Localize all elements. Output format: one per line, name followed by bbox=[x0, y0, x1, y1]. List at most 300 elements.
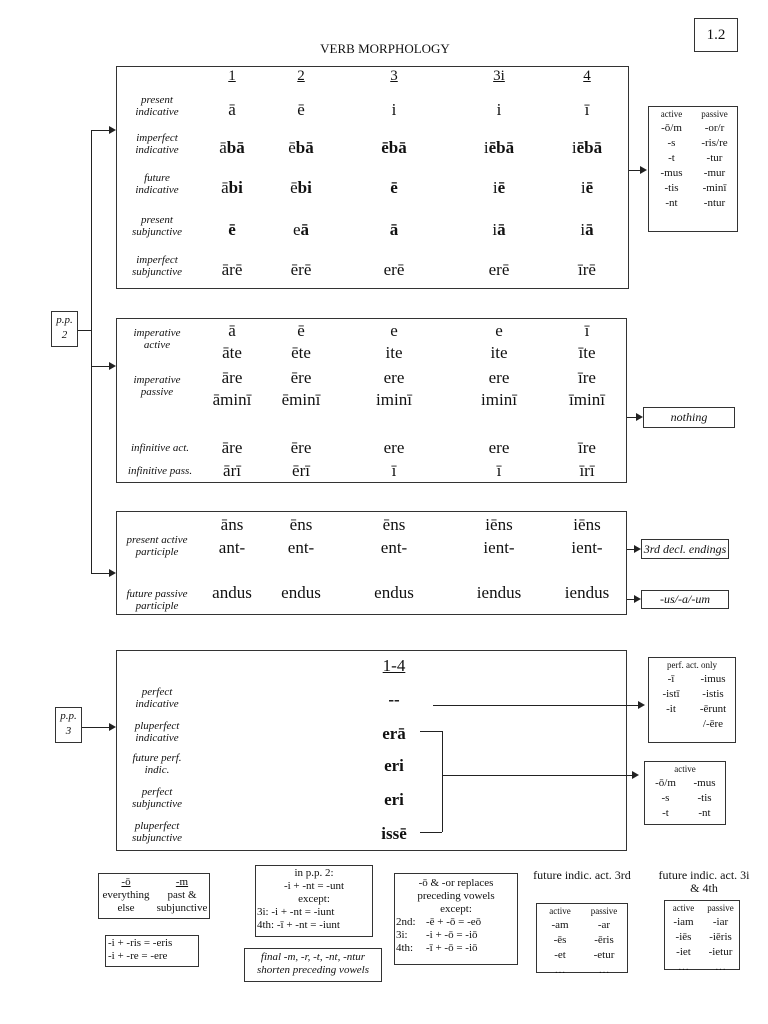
arrow-icon bbox=[640, 166, 647, 174]
table-row bbox=[665, 930, 739, 945]
row-label bbox=[112, 327, 202, 351]
form-cell: ē bbox=[297, 100, 305, 119]
form-cell bbox=[192, 220, 272, 240]
imperative-passive-form: ēminī bbox=[281, 390, 321, 409]
infinitive-active-form: īre bbox=[578, 438, 596, 457]
present-participle-form: ent- bbox=[287, 538, 315, 557]
tense-marker: bi bbox=[297, 178, 312, 197]
imperative-active-form: ē bbox=[297, 321, 305, 340]
imperative-active-form: āte bbox=[222, 343, 242, 362]
infinitive-active-form: āre bbox=[221, 438, 243, 457]
note-line bbox=[396, 929, 516, 942]
table-row bbox=[665, 960, 739, 975]
stem-vowel: ē bbox=[288, 138, 296, 157]
table-cell: -minī bbox=[702, 182, 727, 194]
infinitive-active-form: ēre bbox=[290, 438, 312, 457]
stem-vowel: ā bbox=[221, 178, 229, 197]
active-endings-table bbox=[646, 763, 724, 821]
table-header bbox=[538, 905, 626, 918]
label-word: subjunctive bbox=[131, 832, 183, 844]
row-label bbox=[112, 94, 202, 118]
table-cell: -et bbox=[554, 949, 566, 961]
table-cell: -ris/re bbox=[701, 137, 728, 149]
table-cell: -mus bbox=[693, 777, 716, 789]
form-cell: erē bbox=[488, 260, 510, 279]
future-passive-participle-form: endus bbox=[374, 583, 414, 602]
form-cell bbox=[547, 220, 627, 240]
bracket-vertical bbox=[442, 731, 443, 832]
note-line: -i + -nt = -unt bbox=[283, 880, 345, 892]
form-cell bbox=[354, 178, 434, 198]
table-cell: -etur bbox=[593, 949, 615, 961]
row-label bbox=[112, 214, 202, 238]
tense-marker: ēbā bbox=[488, 138, 515, 157]
personal-endings-table bbox=[650, 108, 736, 211]
stem-vowel: i bbox=[492, 220, 498, 239]
row-label bbox=[112, 374, 202, 398]
label-word: subjunctive bbox=[131, 226, 183, 238]
column-header: active bbox=[672, 903, 695, 913]
infinitive-passive-form: ārī bbox=[223, 461, 241, 480]
imperative-active-form: īte bbox=[578, 343, 596, 362]
table-row bbox=[538, 963, 626, 978]
pp2-branch-2 bbox=[91, 366, 111, 367]
present-participle-form: ēns bbox=[289, 515, 313, 534]
ris-note bbox=[108, 937, 198, 963]
form-cell bbox=[459, 178, 539, 198]
row-label bbox=[112, 820, 202, 844]
label-word: imperfect bbox=[136, 254, 178, 266]
column-header: active bbox=[660, 109, 683, 119]
tense-marker: ā bbox=[497, 220, 506, 239]
label-word: imperative bbox=[133, 327, 181, 339]
future-passive-participle-form: iendus bbox=[564, 583, 610, 602]
form-cell: ērē bbox=[290, 260, 312, 279]
om-note-col2 bbox=[154, 876, 210, 915]
row-label bbox=[112, 132, 202, 156]
table-row bbox=[650, 121, 736, 136]
imperative-passive-form: iminī bbox=[376, 390, 412, 409]
pp3-text-2: 3 bbox=[65, 725, 72, 737]
table-row bbox=[650, 702, 734, 717]
table-cell: -mur bbox=[703, 167, 726, 179]
pp2-branch-3 bbox=[91, 573, 111, 574]
form-cell: ā bbox=[228, 100, 236, 119]
row-label bbox=[112, 686, 202, 710]
table-cell: -ar bbox=[597, 919, 611, 931]
conj-header-3i: 3i bbox=[493, 68, 505, 84]
table-row bbox=[538, 933, 626, 948]
table-cell: -mus bbox=[660, 167, 683, 179]
table-row bbox=[650, 181, 736, 196]
table-row bbox=[650, 672, 734, 687]
note-line: in p.p. 2: bbox=[294, 867, 334, 879]
label-word: imperative bbox=[133, 374, 181, 386]
table-header bbox=[665, 902, 739, 915]
label-word: perfect bbox=[141, 686, 173, 698]
label-word: indicative bbox=[135, 144, 179, 156]
imperative-passive-form: īminī bbox=[569, 390, 605, 409]
column-header: passive bbox=[590, 906, 618, 916]
table-row bbox=[650, 151, 736, 166]
page-title: VERB MORPHOLOGY bbox=[320, 41, 450, 56]
note-line: except: bbox=[298, 893, 330, 905]
table-cell: -imus bbox=[700, 673, 726, 685]
table-cell: -tis bbox=[697, 792, 712, 804]
form-cell: i bbox=[496, 100, 502, 119]
pp3-text-1: p.p. bbox=[60, 710, 77, 722]
label-word: indicative bbox=[135, 732, 179, 744]
stem-vowel: i bbox=[483, 138, 489, 157]
table-title bbox=[646, 763, 724, 776]
table-cell: -ī bbox=[667, 673, 675, 685]
table-title bbox=[650, 659, 734, 672]
form-cell bbox=[192, 138, 272, 158]
infinitive-active-form: ere bbox=[488, 438, 510, 457]
tense-marker: ēbā bbox=[576, 138, 603, 157]
arrow-icon bbox=[634, 545, 641, 553]
form-cell: i bbox=[391, 100, 397, 119]
table-row bbox=[538, 948, 626, 963]
fut4-title-text: future indic. act. 3i & 4th bbox=[658, 868, 750, 895]
tense-marker: bi bbox=[228, 178, 243, 197]
label-word: passive bbox=[140, 386, 174, 398]
table-row bbox=[646, 791, 724, 806]
bracket-top bbox=[420, 731, 442, 732]
arrow-icon bbox=[109, 723, 116, 731]
om-note-col1-head: -ō bbox=[121, 876, 131, 888]
om-note-col2-head: -m bbox=[175, 876, 189, 888]
present-participle-form: ant- bbox=[218, 538, 246, 557]
row-label bbox=[112, 172, 202, 196]
table-cell: -tur bbox=[706, 152, 723, 164]
infinitive-active-form: ere bbox=[383, 438, 405, 457]
fut3-title bbox=[532, 869, 632, 882]
table-cell: -ēris bbox=[594, 934, 614, 946]
tense-marker: ā bbox=[300, 220, 310, 239]
om-note-col1 bbox=[98, 876, 154, 915]
pp3-connector bbox=[82, 727, 110, 728]
imperative-passive-form: ere bbox=[383, 368, 405, 387]
note-line: 4th: -ī + -nt = -iunt bbox=[257, 919, 340, 931]
conj-header-1: 1 bbox=[228, 68, 236, 84]
tense-marker: bā bbox=[295, 138, 314, 157]
label-word: present bbox=[141, 214, 173, 226]
imperative-passive-form: ēre bbox=[290, 368, 312, 387]
stem-vowel: i bbox=[492, 178, 498, 197]
label-word: indicative bbox=[135, 106, 179, 118]
arrow-icon bbox=[636, 413, 643, 421]
table-cell: -ō/m bbox=[661, 122, 682, 134]
row-label bbox=[112, 720, 202, 744]
stem-vowel: ē bbox=[390, 178, 398, 197]
stem-vowel: ēbā bbox=[381, 138, 407, 157]
label-word: pluperfect bbox=[134, 820, 180, 832]
form-cell bbox=[261, 220, 341, 240]
table-cell: -iēs bbox=[675, 931, 692, 943]
label-word: future perf. bbox=[132, 752, 182, 764]
form-cell bbox=[261, 178, 341, 198]
label-word: pluperfect bbox=[134, 720, 180, 732]
table-cell: -iet bbox=[676, 946, 691, 958]
imperative-active-form: ite bbox=[385, 343, 403, 362]
present-participle-form: iēns bbox=[485, 515, 513, 534]
table-cell: -istī bbox=[662, 688, 680, 700]
table-cell: -tis bbox=[664, 182, 679, 194]
form-cell bbox=[547, 138, 627, 158]
table-cell: -nt bbox=[665, 197, 678, 209]
stem-vowel: ē bbox=[290, 178, 298, 197]
stem-vowel: ā bbox=[219, 138, 227, 157]
table-cell: -iar bbox=[712, 916, 729, 928]
note-line: -i + -re = -ere bbox=[108, 950, 168, 962]
present-participle-form: ēns bbox=[382, 515, 406, 534]
infinitive-passive-form: ērī bbox=[292, 461, 310, 480]
arrow-icon bbox=[109, 126, 116, 134]
form-cell bbox=[192, 178, 272, 198]
page-number-box bbox=[694, 18, 738, 52]
row-label bbox=[112, 786, 202, 810]
note-rule: -ī + -ō = -iō bbox=[426, 942, 478, 954]
imperative-active-form: e bbox=[495, 321, 503, 340]
tense-marker: ē bbox=[585, 178, 594, 197]
note-prefix: 3i: bbox=[396, 929, 408, 941]
table-title-text: perf. act. only bbox=[667, 660, 717, 670]
label-word: present active bbox=[126, 534, 188, 546]
stem-vowel: ā bbox=[389, 220, 399, 239]
imperative-active-form: ite bbox=[490, 343, 508, 362]
conj-header-2: 2 bbox=[297, 68, 305, 84]
form-cell bbox=[459, 220, 539, 240]
column-header: active bbox=[549, 906, 571, 916]
stem-vowel: i bbox=[571, 138, 577, 157]
perfect-system-form: eri bbox=[384, 756, 404, 775]
perfect-connector bbox=[433, 705, 639, 706]
stem-vowel: i bbox=[580, 178, 586, 197]
table-header bbox=[650, 108, 736, 121]
future-passive-participle-form: andus bbox=[212, 583, 252, 602]
form-cell: īrē bbox=[578, 260, 596, 279]
us-a-um-label: -us/-a/-um bbox=[660, 592, 710, 606]
infinitive-passive-form: ī bbox=[391, 461, 397, 480]
row-label: infinitive pass. bbox=[127, 465, 193, 477]
label-word: participle bbox=[135, 600, 179, 612]
table-row bbox=[650, 687, 734, 702]
column-header: passive bbox=[701, 109, 728, 119]
table-cell: -nt bbox=[698, 807, 711, 819]
label-word: active bbox=[143, 339, 171, 351]
table-row bbox=[665, 945, 739, 960]
label-word: perfect bbox=[141, 786, 173, 798]
tense-marker: ā bbox=[585, 220, 594, 239]
third-decl-label: 3rd decl. endings bbox=[643, 542, 727, 556]
note-line: except: bbox=[440, 903, 472, 915]
label-word: indic. bbox=[144, 764, 170, 776]
table-row bbox=[646, 776, 724, 791]
table-cell: -am bbox=[551, 919, 569, 931]
imperative-active-form: ēte bbox=[291, 343, 311, 362]
stem-vowel: e bbox=[292, 220, 301, 239]
label-word: subjunctive bbox=[131, 798, 183, 810]
table-title-text: active bbox=[674, 764, 696, 774]
om-note-col2-text: past & subjunctive bbox=[156, 889, 208, 914]
fut4-table bbox=[665, 902, 739, 975]
final-note bbox=[244, 951, 382, 977]
imperative-passive-form: āre bbox=[221, 368, 243, 387]
table-cell: -iam bbox=[673, 916, 694, 928]
label-word: subjunctive bbox=[131, 266, 183, 278]
arrow-icon bbox=[634, 595, 641, 603]
label-word: present bbox=[141, 94, 173, 106]
table-cell: -iēris bbox=[709, 931, 732, 943]
table-row bbox=[650, 136, 736, 151]
conj-header-4: 4 bbox=[583, 68, 591, 84]
table-cell: -s bbox=[667, 137, 676, 149]
pp2-text-1: p.p. bbox=[56, 314, 73, 326]
present-participle-form: ient- bbox=[483, 538, 515, 557]
table-cell: -it bbox=[666, 703, 676, 715]
future-passive-participle-form: iendus bbox=[476, 583, 522, 602]
table-row bbox=[650, 166, 736, 181]
column-header: passive bbox=[707, 903, 734, 913]
table-row bbox=[646, 806, 724, 821]
table-cell: -s bbox=[661, 792, 670, 804]
table-row bbox=[650, 196, 736, 211]
form-cell bbox=[354, 138, 434, 158]
perfect-system-form: issē bbox=[381, 824, 407, 843]
table-cell: … bbox=[554, 964, 566, 976]
table-cell: -t bbox=[662, 807, 669, 819]
om-note-col1-text: everything else bbox=[102, 889, 150, 914]
row-label bbox=[112, 752, 202, 776]
tense-marker: ē bbox=[497, 178, 506, 197]
fut3-table bbox=[538, 905, 626, 978]
row-label bbox=[112, 254, 202, 278]
fut4-title bbox=[654, 869, 754, 895]
form-cell: ārē bbox=[221, 260, 243, 279]
note-prefix: 2nd: bbox=[396, 916, 416, 928]
bracket-bottom bbox=[420, 832, 442, 833]
label-word: indicative bbox=[135, 698, 179, 710]
table-cell: … bbox=[715, 961, 726, 973]
tense-marker: bā bbox=[226, 138, 245, 157]
present-participle-form: iēns bbox=[573, 515, 601, 534]
note-line: 3i: -i + -nt = -iunt bbox=[257, 906, 335, 918]
table-cell: -ietur bbox=[708, 946, 733, 958]
infinitive-passive-form: īrī bbox=[579, 461, 595, 480]
arrow-icon bbox=[109, 362, 116, 370]
form-cell bbox=[261, 138, 341, 158]
imperative-active-form: ā bbox=[228, 321, 236, 340]
pp2-label bbox=[51, 313, 78, 343]
table-cell: -ō/m bbox=[655, 777, 676, 789]
row-label bbox=[112, 534, 202, 558]
arrow-icon bbox=[109, 569, 116, 577]
conj-header-3: 3 bbox=[390, 68, 398, 84]
note-prefix: 4th: bbox=[396, 942, 414, 954]
stem-vowel: ē bbox=[228, 220, 236, 239]
note-rule: -ē + -ō = -eō bbox=[426, 916, 482, 928]
table-cell: … bbox=[598, 964, 610, 976]
page-number: 1.2 bbox=[706, 27, 726, 43]
form-cell: ī bbox=[584, 100, 590, 119]
pp2-text-2: 2 bbox=[61, 329, 68, 341]
imperative-active-form: ī bbox=[584, 321, 590, 340]
imperative-passive-form: iminī bbox=[481, 390, 517, 409]
note-line: preceding vowels bbox=[417, 890, 495, 902]
pp2-vertical bbox=[91, 130, 92, 573]
pp3-label bbox=[55, 709, 82, 739]
note-line: shorten preceding vowels bbox=[256, 964, 369, 976]
infinitive-passive-form: ī bbox=[496, 461, 502, 480]
label-word: indicative bbox=[135, 184, 179, 196]
label-word: imperfect bbox=[136, 132, 178, 144]
table-cell: -ēs bbox=[553, 934, 567, 946]
form-cell bbox=[547, 178, 627, 198]
label-word: future passive bbox=[126, 588, 188, 600]
imperative-active-form: e bbox=[390, 321, 398, 340]
table-cell: -ērunt bbox=[699, 703, 727, 715]
fut3-title-text: future indic. act. 3rd bbox=[533, 868, 631, 882]
note-line: final -m, -r, -t, -nt, -ntur bbox=[260, 951, 366, 963]
pp2-note bbox=[257, 867, 371, 932]
note-line: -ō & -or replaces bbox=[418, 877, 494, 889]
label-word: future bbox=[144, 172, 170, 184]
perfect-system-form: -- bbox=[388, 690, 400, 709]
pp2-branch-1 bbox=[91, 130, 111, 131]
note-line bbox=[396, 916, 516, 929]
table-row bbox=[650, 717, 734, 732]
table-cell: … bbox=[678, 961, 689, 973]
row-label: infinitive act. bbox=[130, 442, 190, 454]
stem-vowel: i bbox=[580, 220, 586, 239]
note-rule: -i + -ō = -iō bbox=[426, 929, 478, 941]
imperative-passive-form: īre bbox=[578, 368, 596, 387]
perfect-system-form: erā bbox=[382, 724, 406, 743]
pp2-connector bbox=[78, 330, 91, 331]
note-line bbox=[396, 942, 516, 955]
table-row bbox=[538, 918, 626, 933]
present-participle-form: ient- bbox=[571, 538, 603, 557]
box4-header: 1-4 bbox=[382, 656, 406, 675]
imperative-passive-form: ere bbox=[488, 368, 510, 387]
future-passive-participle-form: endus bbox=[281, 583, 321, 602]
label-word: participle bbox=[135, 546, 179, 558]
perf-endings-table bbox=[650, 659, 734, 732]
imperative-passive-form: āminī bbox=[212, 390, 252, 409]
table-cell: -istis bbox=[702, 688, 724, 700]
present-participle-form: ent- bbox=[380, 538, 408, 557]
active-connector bbox=[442, 775, 633, 776]
table-cell: -ntur bbox=[703, 197, 726, 209]
table-row bbox=[665, 915, 739, 930]
form-cell: erē bbox=[383, 260, 405, 279]
arrow-icon bbox=[638, 701, 645, 709]
perfect-system-form: eri bbox=[384, 790, 404, 809]
row-label bbox=[112, 588, 202, 612]
table-cell: /-ēre bbox=[702, 718, 724, 730]
form-cell bbox=[354, 220, 434, 240]
table-cell: -or/r bbox=[704, 122, 725, 134]
nothing-label: nothing bbox=[670, 410, 708, 424]
form-cell bbox=[459, 138, 539, 158]
arrow-icon bbox=[632, 771, 639, 779]
note-line: -i + -ris = -eris bbox=[108, 937, 173, 949]
table-cell bbox=[650, 717, 692, 732]
table-cell: -t bbox=[668, 152, 675, 164]
replace-note bbox=[396, 877, 516, 955]
present-participle-form: āns bbox=[220, 515, 244, 534]
